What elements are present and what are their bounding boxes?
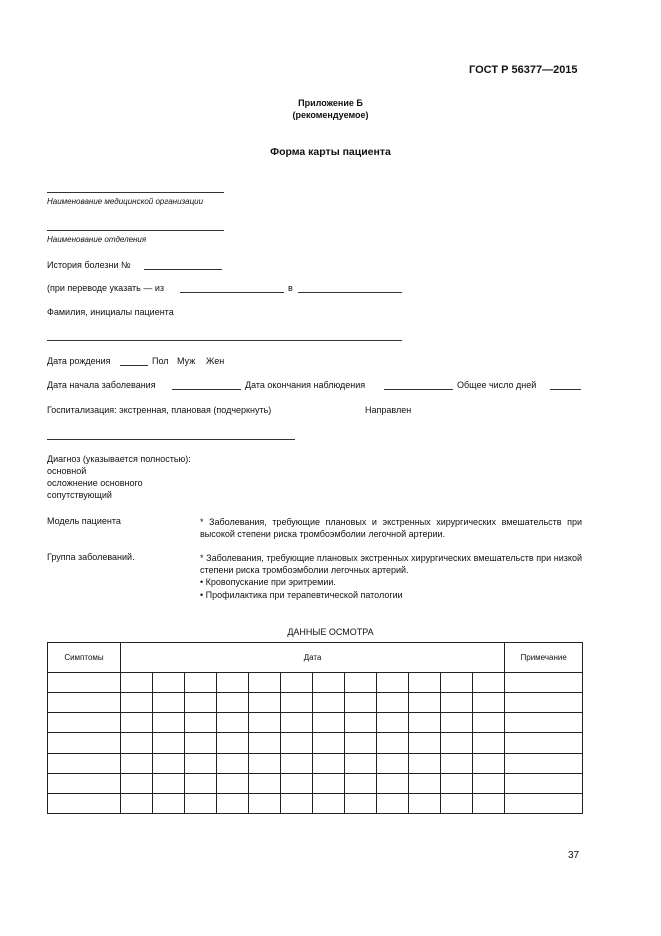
table-cell[interactable] <box>377 793 409 813</box>
appendix-subtitle: (рекомендуемое) <box>292 110 369 120</box>
table-cell[interactable] <box>473 693 505 713</box>
table-cell[interactable] <box>48 673 121 693</box>
table-cell[interactable] <box>505 713 583 733</box>
table-cell[interactable] <box>345 793 377 813</box>
transfer-from-line <box>180 292 284 293</box>
table-row <box>48 753 583 773</box>
table-cell[interactable] <box>505 673 583 693</box>
table-cell[interactable] <box>377 773 409 793</box>
table-cell[interactable] <box>185 753 217 773</box>
table-cell[interactable] <box>345 673 377 693</box>
total-days-label: Общее число дней <box>457 380 537 390</box>
table-cell[interactable] <box>441 793 473 813</box>
table-cell[interactable] <box>281 793 313 813</box>
birth-label: Дата рождения <box>47 356 111 366</box>
table-cell[interactable] <box>313 733 345 753</box>
table-cell[interactable] <box>441 733 473 753</box>
table-cell[interactable] <box>185 733 217 753</box>
referred-label: Направлен <box>365 405 412 415</box>
table-cell[interactable] <box>473 673 505 693</box>
sex-female-option: Жен <box>206 356 225 366</box>
table-row <box>48 733 583 753</box>
table-cell[interactable] <box>441 773 473 793</box>
table-row <box>48 773 583 793</box>
table-cell[interactable] <box>249 793 281 813</box>
patient-model-label: Модель пациента <box>47 516 121 526</box>
organization-caption: Наименование медицинской организации <box>47 197 204 206</box>
hospitalization-line <box>47 439 295 440</box>
table-cell[interactable] <box>409 693 441 713</box>
patient-name-label: Фамилия, инициалы пациента <box>47 307 174 317</box>
table-row <box>48 693 583 713</box>
standard-number: ГОСТ Р 56377—2015 <box>469 64 578 76</box>
disease-group-text: * Заболевания, требующие плановых экстренных хирургических вмешательств при низкой степени риска тромбоэмболии легочных артерий. <box>200 553 582 575</box>
table-row <box>48 673 583 693</box>
table-cell[interactable] <box>185 773 217 793</box>
history-label: История болезни № <box>47 260 131 270</box>
total-days-line <box>550 389 581 390</box>
table-cell[interactable] <box>153 773 185 793</box>
diagnosis-concomitant: сопутствующий <box>47 490 112 500</box>
table-cell[interactable] <box>505 773 583 793</box>
table-cell[interactable] <box>473 793 505 813</box>
table-cell[interactable] <box>185 693 217 713</box>
table-cell[interactable] <box>345 693 377 713</box>
table-cell[interactable] <box>473 733 505 753</box>
disease-group-bullet-2: • Профилактика при терапевтической патологии <box>200 590 403 600</box>
table-cell[interactable] <box>249 733 281 753</box>
department-line <box>47 230 224 231</box>
table-cell[interactable] <box>281 673 313 693</box>
birth-line <box>120 365 148 366</box>
table-cell[interactable] <box>377 753 409 773</box>
table-cell[interactable] <box>441 673 473 693</box>
sex-label: Пол <box>152 356 169 366</box>
table-cell[interactable] <box>441 713 473 733</box>
table-cell[interactable] <box>217 753 249 773</box>
exam-table <box>47 642 583 814</box>
table-cell[interactable] <box>377 693 409 713</box>
table-cell[interactable] <box>185 713 217 733</box>
table-cell[interactable] <box>345 733 377 753</box>
table-cell[interactable] <box>377 673 409 693</box>
table-cell[interactable] <box>249 753 281 773</box>
table-cell[interactable] <box>505 753 583 773</box>
table-cell[interactable] <box>409 793 441 813</box>
table-cell[interactable] <box>217 773 249 793</box>
table-cell[interactable] <box>281 693 313 713</box>
table-cell[interactable] <box>249 713 281 733</box>
table-cell[interactable] <box>121 673 153 693</box>
table-cell[interactable] <box>217 713 249 733</box>
table-cell[interactable] <box>185 673 217 693</box>
table-cell[interactable] <box>313 673 345 693</box>
table-cell[interactable] <box>409 713 441 733</box>
table-cell[interactable] <box>281 733 313 753</box>
table-cell[interactable] <box>121 713 153 733</box>
table-cell[interactable] <box>121 693 153 713</box>
table-cell[interactable] <box>48 753 121 773</box>
table-cell[interactable] <box>153 733 185 753</box>
table-cell[interactable] <box>345 753 377 773</box>
department-caption: Наименование отделения <box>47 235 147 244</box>
table-cell[interactable] <box>121 793 153 813</box>
table-cell[interactable] <box>281 773 313 793</box>
exam-table-title: ДАННЫЕ ОСМОТРА <box>287 627 374 637</box>
table-cell[interactable] <box>217 733 249 753</box>
table-cell[interactable] <box>441 753 473 773</box>
form-title: Форма карты пациента <box>270 146 391 158</box>
table-cell[interactable] <box>409 733 441 753</box>
disease-group-label: Группа заболеваний. <box>47 552 135 562</box>
table-cell[interactable] <box>473 773 505 793</box>
table-cell[interactable] <box>121 753 153 773</box>
table-cell[interactable] <box>48 733 121 753</box>
table-cell[interactable] <box>313 773 345 793</box>
disease-group-bullet-1: • Кровопускание при эритремии. <box>200 577 336 587</box>
appendix-title: Приложение Б <box>298 98 363 108</box>
organization-line <box>47 192 224 193</box>
patient-name-line <box>47 340 402 341</box>
table-cell[interactable] <box>153 673 185 693</box>
transfer-prefix: (при переводе указать — из <box>47 283 164 293</box>
table-cell[interactable] <box>217 693 249 713</box>
table-cell[interactable] <box>345 713 377 733</box>
table-cell[interactable] <box>249 673 281 693</box>
table-cell[interactable] <box>409 773 441 793</box>
table-cell[interactable] <box>313 713 345 733</box>
table-cell[interactable] <box>473 713 505 733</box>
history-number-line <box>144 269 222 270</box>
table-cell[interactable] <box>185 793 217 813</box>
table-cell[interactable] <box>48 773 121 793</box>
table-cell[interactable] <box>249 773 281 793</box>
table-cell[interactable] <box>377 713 409 733</box>
table-cell[interactable] <box>249 693 281 713</box>
transfer-to-line <box>298 292 402 293</box>
table-cell[interactable] <box>48 793 121 813</box>
table-cell[interactable] <box>441 693 473 713</box>
diagnosis-main: основной <box>47 466 87 476</box>
patient-model-text: * Заболевания, требующие плановых и экстренных хирургических вмешательств при высокой степени риска тромбоэмболии легочной артерии. <box>200 517 582 539</box>
table-cell[interactable] <box>48 713 121 733</box>
table-row <box>48 713 583 733</box>
col-date: Дата <box>121 643 505 673</box>
hospitalization-label: Госпитализация: экстренная, плановая (подчеркнуть) <box>47 405 272 415</box>
table-cell[interactable] <box>281 713 313 733</box>
col-symptoms: Симптомы <box>48 643 121 673</box>
table-cell[interactable] <box>121 773 153 793</box>
table-cell[interactable] <box>217 673 249 693</box>
table-cell[interactable] <box>281 753 313 773</box>
transfer-mid: в <box>288 283 293 293</box>
table-cell[interactable] <box>505 733 583 753</box>
table-cell[interactable] <box>153 713 185 733</box>
table-cell[interactable] <box>313 693 345 713</box>
disease-start-line <box>172 389 241 390</box>
observation-end-line <box>384 389 453 390</box>
sex-male-option: Муж <box>177 356 196 366</box>
table-cell[interactable] <box>505 693 583 713</box>
col-note: Примечание <box>505 643 583 673</box>
table-cell[interactable] <box>313 753 345 773</box>
diagnosis-complication: осложнение основного <box>47 478 143 488</box>
observation-end-label: Дата окончания наблюдения <box>245 380 366 390</box>
exam-table-header <box>48 643 583 673</box>
table-cell[interactable] <box>153 793 185 813</box>
table-cell[interactable] <box>345 773 377 793</box>
table-cell[interactable] <box>121 733 153 753</box>
diagnosis-label: Диагноз (указывается полностью): <box>47 454 191 464</box>
page-number: 37 <box>568 850 580 861</box>
table-cell[interactable] <box>377 733 409 753</box>
table-cell[interactable] <box>473 753 505 773</box>
table-cell[interactable] <box>153 753 185 773</box>
table-cell[interactable] <box>313 793 345 813</box>
disease-start-label: Дата начала заболевания <box>47 380 156 390</box>
table-row <box>48 793 583 813</box>
table-cell[interactable] <box>48 693 121 713</box>
table-cell[interactable] <box>153 693 185 713</box>
table-cell[interactable] <box>409 673 441 693</box>
table-cell[interactable] <box>409 753 441 773</box>
table-cell[interactable] <box>505 793 583 813</box>
table-cell[interactable] <box>217 793 249 813</box>
